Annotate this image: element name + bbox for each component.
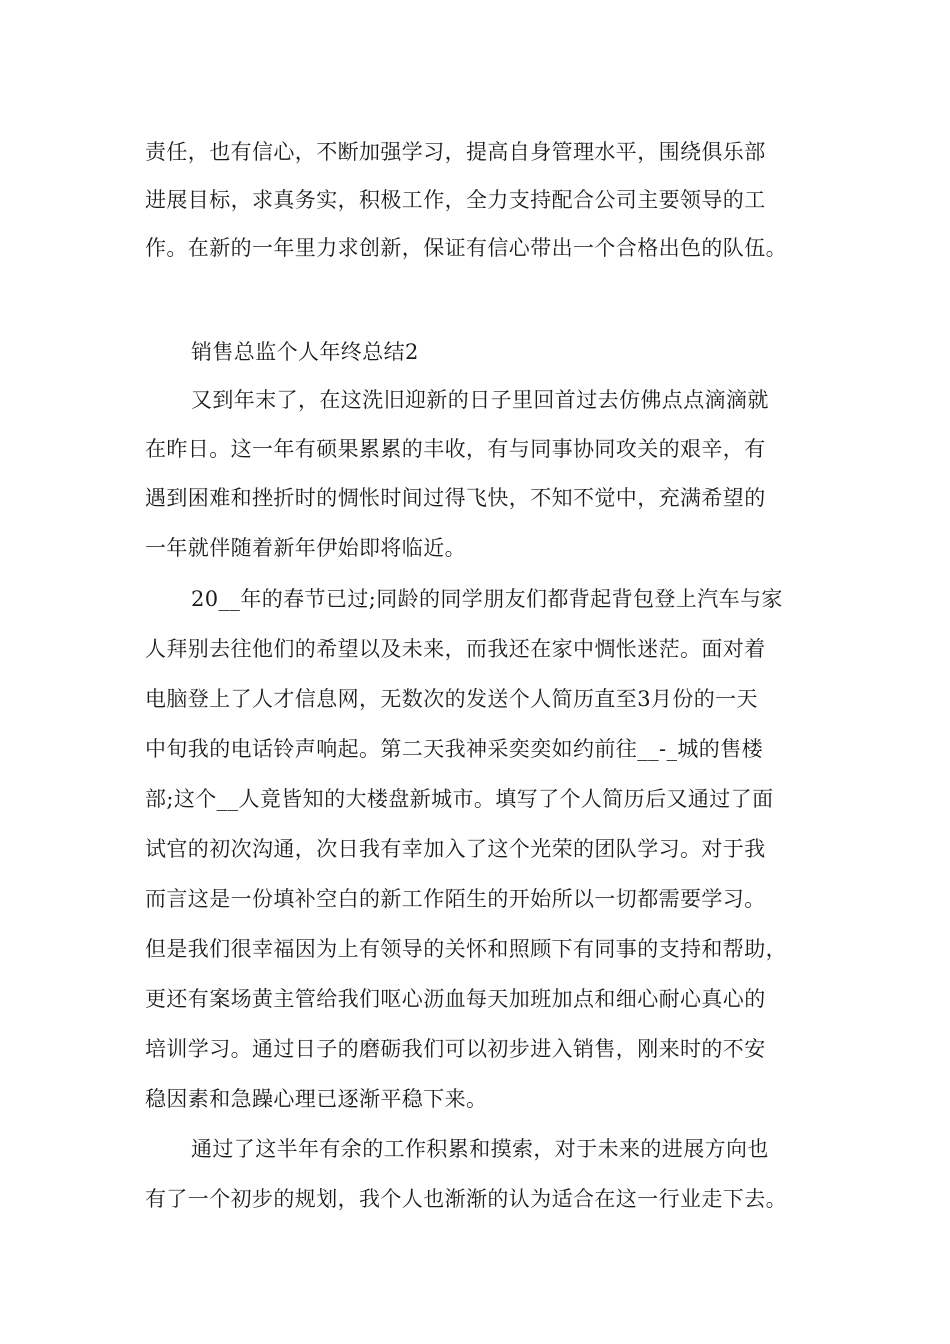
text-line: 而言这是一份填补空白的新工作陌生的开始所以一切都需要学习。 — [145, 887, 766, 911]
text-line: 一年就伴随着新年伊始即将临近。 — [145, 536, 466, 560]
text-line: 作。在新的一年里力求创新，保证有信心带出一个合格出色的队伍。 — [145, 236, 787, 260]
text-line: 20__年的春节已过;同龄的同学朋友们都背起背包登上汽车与家 — [191, 587, 783, 611]
text-line: 部;这个__人竟皆知的大楼盘新城市。填写了个人简历后又通过了面 — [145, 787, 774, 811]
text-line: 责任，也有信心，不断加强学习，提高自身管理水平，围绕俱乐部 — [145, 140, 766, 164]
text-line: 进展目标，求真务实，积极工作，全力支持配合公司主要领导的工 — [145, 188, 766, 212]
text-line: 人拜别去往他们的希望以及未来，而我还在家中惆怅迷茫。面对着 — [145, 637, 766, 661]
text-line: 培训学习。通过日子的磨砺我们可以初步进入销售，刚来时的不安 — [145, 1037, 766, 1061]
text-line: 稳因素和急躁心理已逐渐平稳下来。 — [145, 1087, 488, 1111]
text-line: 通过了这半年有余的工作积累和摸索，对于未来的进展方向也 — [191, 1137, 769, 1161]
text-line: 试官的初次沟通，次日我有幸加入了这个光荣的团队学习。对于我 — [145, 837, 766, 861]
section-title: 销售总监个人年终总结2 — [191, 340, 419, 364]
text-line: 在昨日。这一年有硕果累累的丰收，有与同事协同攻关的艰辛，有 — [145, 437, 766, 461]
text-line: 有了一个初步的规划，我个人也渐渐的认为适合在这一行业走下去。 — [145, 1187, 787, 1211]
text-line: 又到年末了，在这洗旧迎新的日子里回首过去仿佛点点滴滴就 — [191, 388, 769, 412]
text-line: 更还有案场黄主管给我们呕心沥血每天加班加点和细心耐心真心的 — [145, 987, 766, 1011]
text-line: 电脑登上了人才信息网，无数次的发送个人简历直至3月份的一天 — [145, 687, 758, 711]
text-line: 中旬我的电话铃声响起。第二天我神采奕奕如约前往__-_城的售楼 — [145, 737, 763, 761]
text-line: 遇到困难和挫折时的惆怅时间过得飞快，不知不觉中，充满希望的 — [145, 486, 766, 510]
text-line: 但是我们很幸福因为上有领导的关怀和照顾下有同事的支持和帮助， — [145, 937, 787, 961]
